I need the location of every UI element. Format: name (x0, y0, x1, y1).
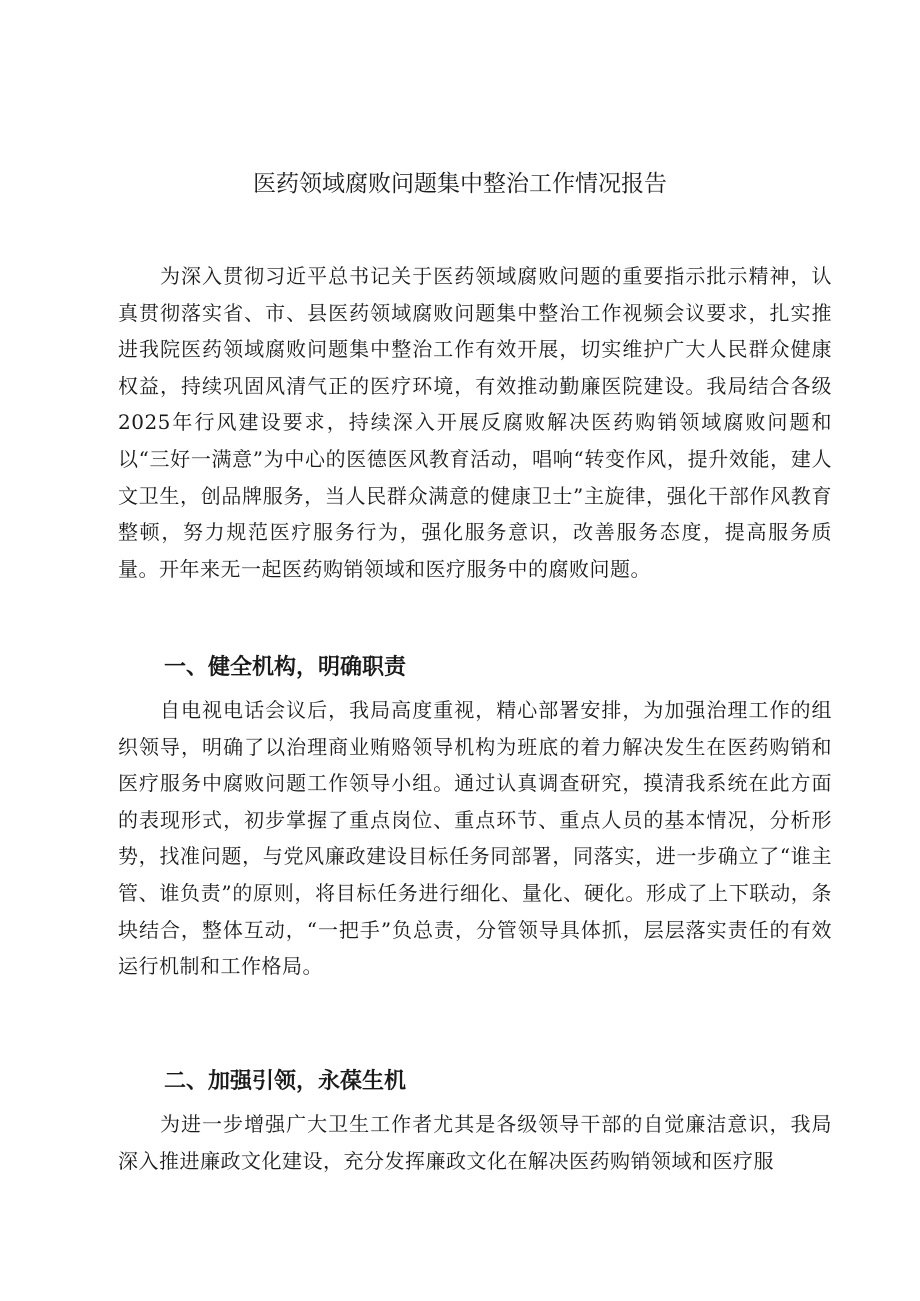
section-1-heading: 一、健全机构，明确职责 (164, 655, 407, 680)
section-1-paragraph: 自电视电话会议后，我局高度重视，精心部署安排，为加强治理工作的组织领导，明确了以治理商业贿赂领导机构为班底的着力解决发生在医药购销和医疗服务中腐败问题工作领导小组。通过认真调查研究，摸清我系统在此方面的表现形式，初步掌握了重点岗位、重点环节、重点人员的基本情况，分析形势，找准问题，与党风廉政建设目标任务同部署，同落实，进一步确立了“谁主管、谁负责”的原则，将目标任务进行细化、量化、硬化。形成了上下联动，条块结合，整体互动，“一把手”负总责，分管领导具体抓，层层落实责任的有效运行机制和工作格局。 (118, 698, 832, 979)
section-2-paragraph: 为进一步增强广大卫生工作者尤其是各级领导干部的自觉廉洁意识，我局深入推进廉政文化建设，充分发挥廉政文化在解决医药购销领域和医疗服 (118, 1112, 832, 1173)
document-title: 医药领域腐败问题集中整治工作情况报告 (253, 171, 667, 197)
section-2-heading: 二、加强引领，永葆生机 (164, 1069, 407, 1094)
intro-paragraph: 为深入贯彻习近平总书记关于医药领域腐败问题的重要指示批示精神，认真贯彻落实省、市、县医药领域腐败问题集中整治工作视频会议要求，扎实推进我院医药领域腐败问题集中整治工作有效开展，切实维护广大人民群众健康权益，持续巩固风清气正的医疗环境，有效推动勤廉医院建设。我局结合各级2025年行风建设要求，持续深入开展反腐败解决医药购销领域腐败问题和以“三好一满意”为中心的医德医风教育活动，唱响“转变作风，提升效能，建人文卫生，创品牌服务，当人民群众满意的健康卫士”主旋律，强化干部作风教育整顿，努力规范医疗服务行为，强化服务意识，改善服务态度，提高服务质量。开年来无一起医药购销领域和医疗服务中的腐败问题。 (118, 264, 832, 581)
